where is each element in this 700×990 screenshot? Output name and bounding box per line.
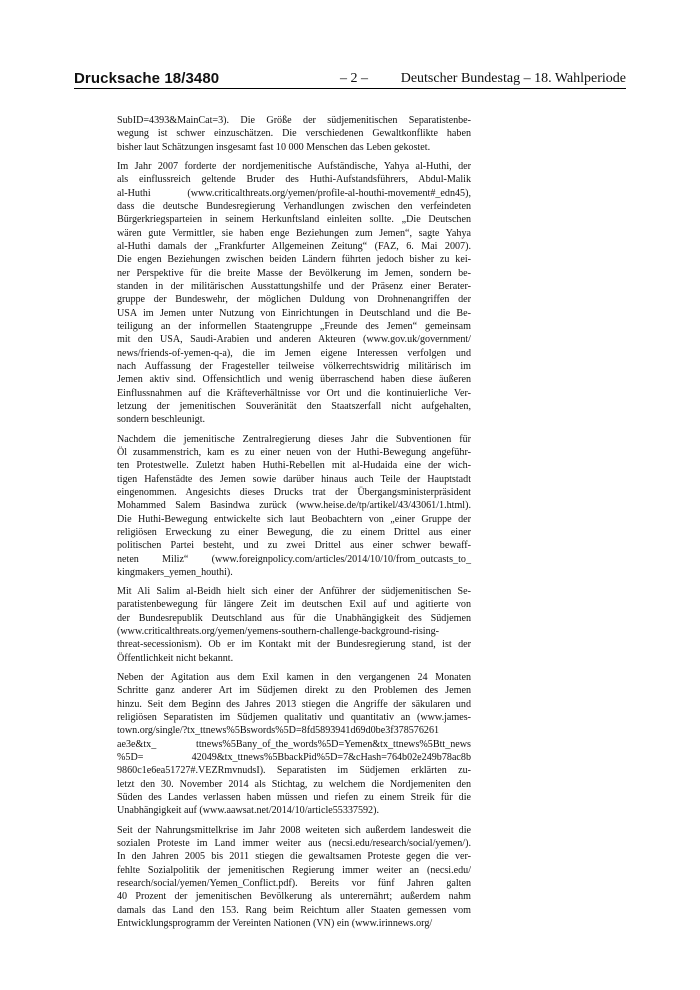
text-line: wären gute Vermittler, sie haben enge Beziehungen zum Jemen“, sagte Yahya <box>117 227 471 239</box>
text-line: town.org/single/?tx_ttnews%5Bswords%5D=8fd5893941d69d0be3f378576261 <box>117 725 440 737</box>
text-line: teiligung an der informellen Staatengruppe „Freunde des Jemen“ gemeinsam <box>117 320 471 332</box>
text-line: standen in der militärischen Ausstattungshilfe und der Präsenz einer Berater- <box>117 280 471 292</box>
text-line: Süden des Landes verlassen haben müssen und riefen zu einem Streik für die <box>117 792 471 804</box>
text-line: der Bundesrepublik Deutschland aus für die Unabhängigkeit des Südjemen <box>117 612 471 624</box>
text-line: Bürgerkriegsparteien in seinem Herkunftsland einleiten sollte. „Die Deutschen <box>117 214 471 226</box>
document-number <box>74 70 219 87</box>
text-line: Nachdem die jemenitische Zentralregierung dieses Jahr die Subventionen für <box>117 433 471 445</box>
body-text <box>117 114 471 936</box>
page-number: – 2 – <box>340 71 368 86</box>
text-line: research/social/yemen/Yemen_Conflict.pdf). Bereits vor fünf Jahren galten <box>117 877 471 889</box>
text-line: religiösen Separatisten im Südjemen qualitativ und quantitativ an (www.james- <box>117 711 471 723</box>
text-line: Jemen aktiv sind. Offensichtlich und wenig überraschend haben diese äußeren <box>117 374 471 386</box>
text-line: Öffentlichkeit nicht bekannt. <box>117 652 234 664</box>
text-line: 9860c1e6ea51727#.VEZRmvnudsI). Separatisten im Südjemen erklärten zu- <box>117 765 471 777</box>
text-line: letzung der jemenitischen Souveränität den Staatszerfall nicht aufgehalten, <box>117 401 471 413</box>
text-line: hinzu. Seit dem Beginn des Jahres 2013 stiegen die Angriffe der säkularen und <box>117 698 471 710</box>
text-line: wegung ist schwer einzuschätzen. Die verschiedenen Gewaltkonflikte haben <box>117 128 471 140</box>
text-line: religiösen Erweckung zu einer Bewegung, die zu einem Drittel aus einer <box>117 526 471 538</box>
paragraph <box>117 671 471 818</box>
paragraph <box>117 114 471 154</box>
text-line: al-Huthi (www.criticalthreats.org/yemen/profile-al-houthi-movement#_edn45), <box>117 187 471 199</box>
text-line: nach Auffassung der Fragesteller teilweise völkerrechtswidrig militärisch im <box>117 360 471 372</box>
text-line: al-Huthi damals der „Frankfurter Allgemeinen Zeitung“ (FAZ, 6. Mai 2007). <box>117 240 471 252</box>
text-line: eingenommen. Angesichts dieses Drucks trat der Übergangsministerpräsident <box>117 486 471 498</box>
text-line: Die Huthi-Bewegung entwickelte sich laut Beobachtern von „einer Gruppe der <box>117 513 471 525</box>
text-line: Die engen Beziehungen zwischen beiden Ländern führten jedoch bisher zu kei- <box>117 254 471 266</box>
paragraph <box>117 824 471 931</box>
text-line: neten Miliz“ (www.foreignpolicy.com/articles/2014/10/10/from_outcasts_to_ <box>117 553 471 565</box>
text-line: gruppe der Bundeswehr, der möglichen Duldung von Drohnenangriffen der <box>117 294 471 306</box>
paragraph <box>117 160 471 427</box>
doc-number: 3480 <box>185 70 220 87</box>
text-line: kingmakers_yemen_houthi). <box>117 566 233 578</box>
text-line: Entwicklungsprogramm der Vereinten Nationen (VN) ein (www.irinnews.org/ <box>117 917 433 929</box>
doc-label: Drucksache 18/ <box>74 70 186 87</box>
paragraph <box>117 433 471 580</box>
text-line: SubID=4393&MainCat=3). Die Größe der südjemenitischen Separatistenbe- <box>117 115 471 126</box>
institution-label: Deutscher Bundestag – 18. Wahlperiode <box>400 71 626 86</box>
text-line: Unabhängigkeit auf (www.aawsat.net/2014/10/article55337592). <box>117 805 379 817</box>
text-line: ten Protestwelle. Zuletzt haben Huthi-Rebellen mit al-Hudaida eine der wich- <box>117 460 471 472</box>
text-line: damals das Land den 153. Rang beim Reichtum aller Staaten gemessen vom <box>117 904 471 916</box>
text-line: threat-secessionism). Ob er im Kontakt mit der Bundesregierung stand, ist der <box>117 639 471 651</box>
text-line: tigen Hafenstädte des Jemen sowie darüber hinaus auch Teile der Hauptstadt <box>117 473 471 485</box>
paragraph <box>117 585 471 665</box>
text-line: Öl zusammenstrich, kam es zu einer neuen von der Huthi-Bewegung angeführ- <box>117 446 471 458</box>
text-line: als einflussreich geltende Bruder des Huthi-Aufstandsführers, Abdul-Malik <box>117 174 471 186</box>
text-line: USA im Jemen unter Nutzung von Einrichtungen in Deutschland und die Be- <box>117 307 471 319</box>
text-line: sozialen Proteste im Land immer weiter aus (necsi.edu/research/social/yemen/). <box>117 837 471 849</box>
text-line: fehlte Sozialpolitik der jemenitischen Regierung immer weiter an (necsi.edu/ <box>117 864 471 876</box>
text-line: 40 Prozent der jemenitischen Bevölkerung als unterernährt; außerdem nahm <box>117 891 471 903</box>
text-line: Schritte ganz anderer Art im Südjemen direkt zu den Problemen des Jemen <box>117 685 471 697</box>
text-line: Mohammed Salem Basindwa zurück (www.heise.de/tp/artikel/43/43061/1.html). <box>117 500 471 512</box>
text-line: dass die deutsche Bundesregierung Verhandlungen zwischen den verfeindeten <box>117 200 471 212</box>
page-header <box>74 70 626 89</box>
text-line: bisher laut Schätzungen insgesamt fast 10 000 Menschen das Leben gekostet. <box>117 141 431 153</box>
text-line: Neben der Agitation aus dem Exil kamen in den vergangenen 24 Monaten <box>117 671 471 683</box>
text-line: Einflussnahmen auf die Kräfteverhältnisse vor Ort und die kontinuierliche Ver- <box>117 387 471 399</box>
text-line: sondern beschleunigt. <box>117 414 206 426</box>
text-line: politischen Partei besteht, und zu zwei Drittel aus einer schwer bewaff- <box>117 540 471 552</box>
text-line: letzt den 30. November 2014 als Stichtag, zu welchem die Nordjemeniten den <box>117 778 471 790</box>
text-line: Im Jahr 2007 forderte der nordjemenitische Aufständische, Yahya al-Huthi, der <box>117 160 471 172</box>
text-line: ner Perspektive für die breite Masse der Bevölkerung im Jemen, sondern be- <box>117 267 471 279</box>
text-line: news/friends-of-yemen-q-a), die im Jemen eigene Interessen verfolgen und <box>117 347 471 359</box>
text-line: ae3e&tx_ ttnews%5Bany_of_the_words%5D=Yemen&tx_ttnews%5Btt_news <box>117 738 471 750</box>
text-line: paratistenbewegung für längere Zeit im deutschen Exil auf und agitierte von <box>117 599 471 611</box>
text-line: mit den USA, Saudi-Arabien und anderen Akteuren (www.gov.uk/government/ <box>117 334 471 346</box>
text-line: (www.criticalthreats.org/yemen/yemens-southern-challenge-background-rising- <box>117 626 440 638</box>
text-line: %5D= 42049&tx_ttnews%5BbackPid%5D=7&cHash=764b02e249b78ac8b <box>117 752 471 763</box>
text-line: Mit Ali Salim al-Beidh hielt sich einer der Anführer der südjemenitischen Se- <box>117 586 471 598</box>
text-line: Seit der Nahrungsmittelkrise im Jahr 2008 weiteten sich außerdem landesweit die <box>117 824 471 836</box>
text-line: In den Jahren 2005 bis 2011 stiegen die gewaltsamen Proteste gegen die ver- <box>117 851 471 863</box>
